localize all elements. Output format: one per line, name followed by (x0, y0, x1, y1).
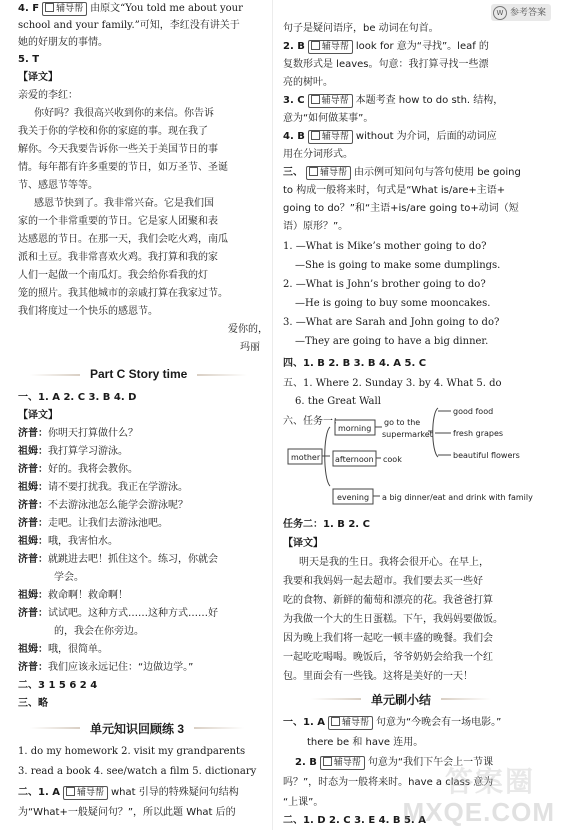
dialogue-line: 祖姆：我打算学习游泳。 (18, 446, 128, 457)
tutor-badge: 辅导帮 (308, 94, 353, 108)
signoff: 爱你的， (228, 324, 268, 335)
text-line: 用在分词形式。 (283, 149, 353, 160)
tutor-badge: 辅导帮 (42, 2, 87, 16)
tutor-badge-icon (311, 41, 320, 50)
text-line: 我要和我妈妈一起去超市。我们要去买一些好 (283, 576, 483, 587)
answer-item: 5. T (18, 54, 40, 65)
text-line: 因为晚上我们将一起吃一顿丰盛的晚餐。我们会 (283, 633, 493, 644)
tutor-badge: 辅导帮 (308, 130, 353, 144)
dialogue-continuation: 的，我会在你旁边。 (54, 626, 144, 637)
watermark-cn: 答案圈 (444, 765, 535, 798)
mind-map-label: morning (338, 424, 372, 433)
section-title: 单元刷小结 (371, 693, 432, 707)
answer-item: 6. the Great Wall (295, 396, 381, 407)
dialogue-line: 济普：试试吧。这种方式……这种方式……好 (18, 608, 218, 619)
tutor-badge-icon (311, 95, 320, 104)
mind-map (283, 403, 553, 521)
tutor-badge-icon (323, 757, 332, 766)
answer-item: 四、1. B 2. B 3. B 4. A 5. C (283, 358, 427, 369)
text-line: 亮的树叶。 (283, 77, 333, 88)
text-line: 为“What+一般疑问句？”，所以此题 What 后的 (18, 807, 236, 818)
section-title: Part C Story time (90, 367, 188, 381)
text-line: 派和土豆。我非常喜欢火鸡。我打算和我的家 (18, 252, 218, 263)
mind-map-label: good food (453, 407, 494, 416)
answer-item: 3. C 辅导帮 本题考查 how to do sth. 结构， (283, 95, 504, 106)
text-line: 包。里面会有一些钱。这将是美好的一天！ (283, 671, 473, 682)
mind-map-label: afternoon (335, 455, 374, 464)
tutor-badge-icon (66, 787, 75, 796)
dialogue-line: 济普：就跳进去吧！抓住这个。练习，你就会 (18, 554, 218, 565)
watermark-en: MXQE.COM (402, 797, 555, 827)
answer-item: —He is going to buy some mooncakes. (295, 298, 491, 309)
answer-item: 3. —What are Sarah and John going to do? (283, 317, 500, 328)
text-line: 意为“如何做某事”。 (283, 113, 374, 124)
text-line: school and your family.”可知，李红没有讲关于 (18, 20, 240, 31)
dialogue-line: 济普：你明天打算做什么？ (18, 428, 138, 439)
task-heading: 六、任务一： (283, 416, 343, 427)
text-line: 为我做一个大的生日蛋糕。下午，我妈妈要做饭。 (283, 614, 503, 625)
dialogue-line: 祖姆：哦，很简单。 (18, 644, 108, 655)
answer-item: 一、1. A 2. C 3. B 4. D (18, 392, 137, 403)
tutor-badge-icon (311, 131, 320, 140)
answer-key-tag (491, 4, 551, 21)
tutor-badge-icon (331, 717, 340, 726)
text-line: 感恩节快到了。我非常兴奋。它是我们国 (34, 198, 214, 209)
answer-item: 一、1. A 辅导帮 句意为“今晚会有一场电影。” (283, 717, 502, 728)
text-line: 你好吗？我很高兴收到你的来信。你告诉 (34, 108, 214, 119)
signature-name: 玛丽 (240, 342, 260, 353)
tutor-badge: 辅导帮 (308, 40, 353, 54)
text-line: 句子是疑问语序，be 动词在句首。 (283, 23, 439, 34)
dialogue-line: 祖姆：请不要打扰我。我正在学游泳。 (18, 482, 188, 493)
answer-item: 二、1. D 2. C 3. E 4. B 5. A (283, 815, 426, 826)
dialogue-line: 祖姆：救命啊！救命啊！ (18, 590, 128, 601)
text-line: 家的一个非常重要的节日。它是家人团聚和表 (18, 216, 218, 227)
answer-item: 4. B 辅导帮 without 为介词，后面的动词应 (283, 131, 497, 142)
text-line: 一起吃吃喝喝。晚饭后，爷爷奶奶会给我一个红 (283, 652, 493, 663)
dialogue-line: 济普：不去游泳池怎么能学会游泳呢？ (18, 500, 188, 511)
answer-item: —They are going to have a big dinner. (295, 336, 489, 347)
text-line: 节、感恩节等等。 (18, 180, 98, 191)
text-line: 情。每年都有许多重要的节日，如万圣节、圣诞 (18, 162, 228, 173)
text-line: 亲爱的李红： (18, 90, 78, 101)
text-line: 人们一起做一个南瓜灯。我会给你看我的灯 (18, 270, 208, 281)
text-line: 笼的照片。我其他城市的亲戚打算在我家过节。 (18, 288, 228, 299)
mind-map-label: go to the (384, 418, 421, 427)
text-line: to 构成一般将来时，句式是“What is/are+主语+ (283, 185, 506, 196)
tutor-badge-icon (309, 167, 318, 176)
answer-item: 三、略 (18, 698, 48, 709)
section-title: 单元知识回顾练 3 (90, 722, 185, 736)
text-line: 明天是我的生日。我将会很开心。在早上， (299, 557, 489, 568)
column-divider (272, 0, 273, 830)
answer-item: 五、1. Where 2. Sunday 3. by 4. What 5. do (283, 378, 502, 389)
translation-heading: 【译文】 (18, 72, 58, 83)
text-line: there be 和 have 连用。 (307, 737, 424, 748)
text-line: 语）原形？”。 (283, 221, 349, 232)
answer-item: 2. B 辅导帮 look for 意为“寻找”。leaf 的 (283, 41, 489, 52)
text-line: going to do？”和“主语+is/are going to+动词（短 (283, 203, 519, 214)
translation-heading: 【译文】 (283, 538, 323, 549)
answer-item: 1. —What is Mike’s mother going to do? (283, 241, 487, 252)
mind-map-label: evening (337, 493, 370, 502)
tutor-badge: 辅导帮 (328, 716, 373, 730)
mind-map-label: fresh grapes (453, 429, 504, 438)
answer-key-label: 参考答案 (509, 8, 546, 18)
mind-map-label: cook (383, 455, 402, 464)
text-line: 她的好朋友的事情。 (18, 37, 108, 48)
answer-item: 3. read a book 4. see/watch a film 5. dictionary (18, 766, 257, 777)
answer-item: 三、 辅导帮 由示例可知问句与答句使用 be going (283, 167, 521, 178)
tutor-badge-icon (45, 3, 54, 12)
dialogue-line: 济普：好的。我将会教你。 (18, 464, 138, 475)
text-line: “上课”。 (283, 797, 324, 808)
text-line: 复数形式是 leaves。句意：我打算寻找一些漂 (283, 59, 489, 70)
text-line: 解你。今天我要告诉你一些关于美国节日的事 (18, 144, 218, 155)
text-line: 达感恩的节日。在那一天，我们会吃火鸡，南瓜 (18, 234, 228, 245)
tutor-badge: 辅导帮 (320, 756, 365, 770)
mind-map-label: supermarket (382, 430, 433, 439)
answer-item: 二、3 1 5 6 2 4 (18, 680, 98, 691)
dialogue-continuation: 学会。 (54, 572, 84, 583)
text-line: 吗？”，时态为一般将来时。have a class 意为 (283, 777, 494, 788)
answer-item: 4. F 辅导帮 由原文“You told me about your (18, 3, 243, 14)
mind-map-label: beautiful flowers (453, 451, 520, 460)
mind-map-label: mother (291, 453, 321, 462)
answer-item: 2. B 辅导帮 句意为“我们下午会上一节课 (295, 757, 494, 768)
answer-item: 2. —What is John’s brother going to do? (283, 279, 486, 290)
translation-heading: 【译文】 (18, 410, 58, 421)
answer-item: 二、1. A 辅导帮 what 引导的特殊疑问句结构 (18, 787, 239, 798)
answer-item: 1. do my homework 2. visit my grandparents (18, 746, 246, 757)
dialogue-line: 祖姆：哦，我害怕水。 (18, 536, 118, 547)
answer-item: 任务二：1. B 2. C (283, 519, 370, 530)
tutor-badge: 辅导帮 (306, 166, 351, 180)
text-line: 我关于你的学校和你的家庭的事。现在我了 (18, 126, 208, 137)
dialogue-line: 济普：走吧。让我们去游泳池吧。 (18, 518, 168, 529)
answer-item: —She is going to make some dumplings. (295, 260, 501, 271)
text-line: 吃的食物、新鲜的葡萄和漂亮的花。我爸爸打算 (283, 595, 493, 606)
text-line: 我们将度过一个快乐的感恩节。 (18, 306, 158, 317)
mind-map-label: a big dinner/eat and drink with family (382, 493, 533, 502)
dialogue-line: 济普：我们应该永远记住：“边做边学。” (18, 662, 194, 673)
tutor-badge: 辅导帮 (63, 786, 108, 800)
brand-logo-icon: W (493, 6, 507, 20)
